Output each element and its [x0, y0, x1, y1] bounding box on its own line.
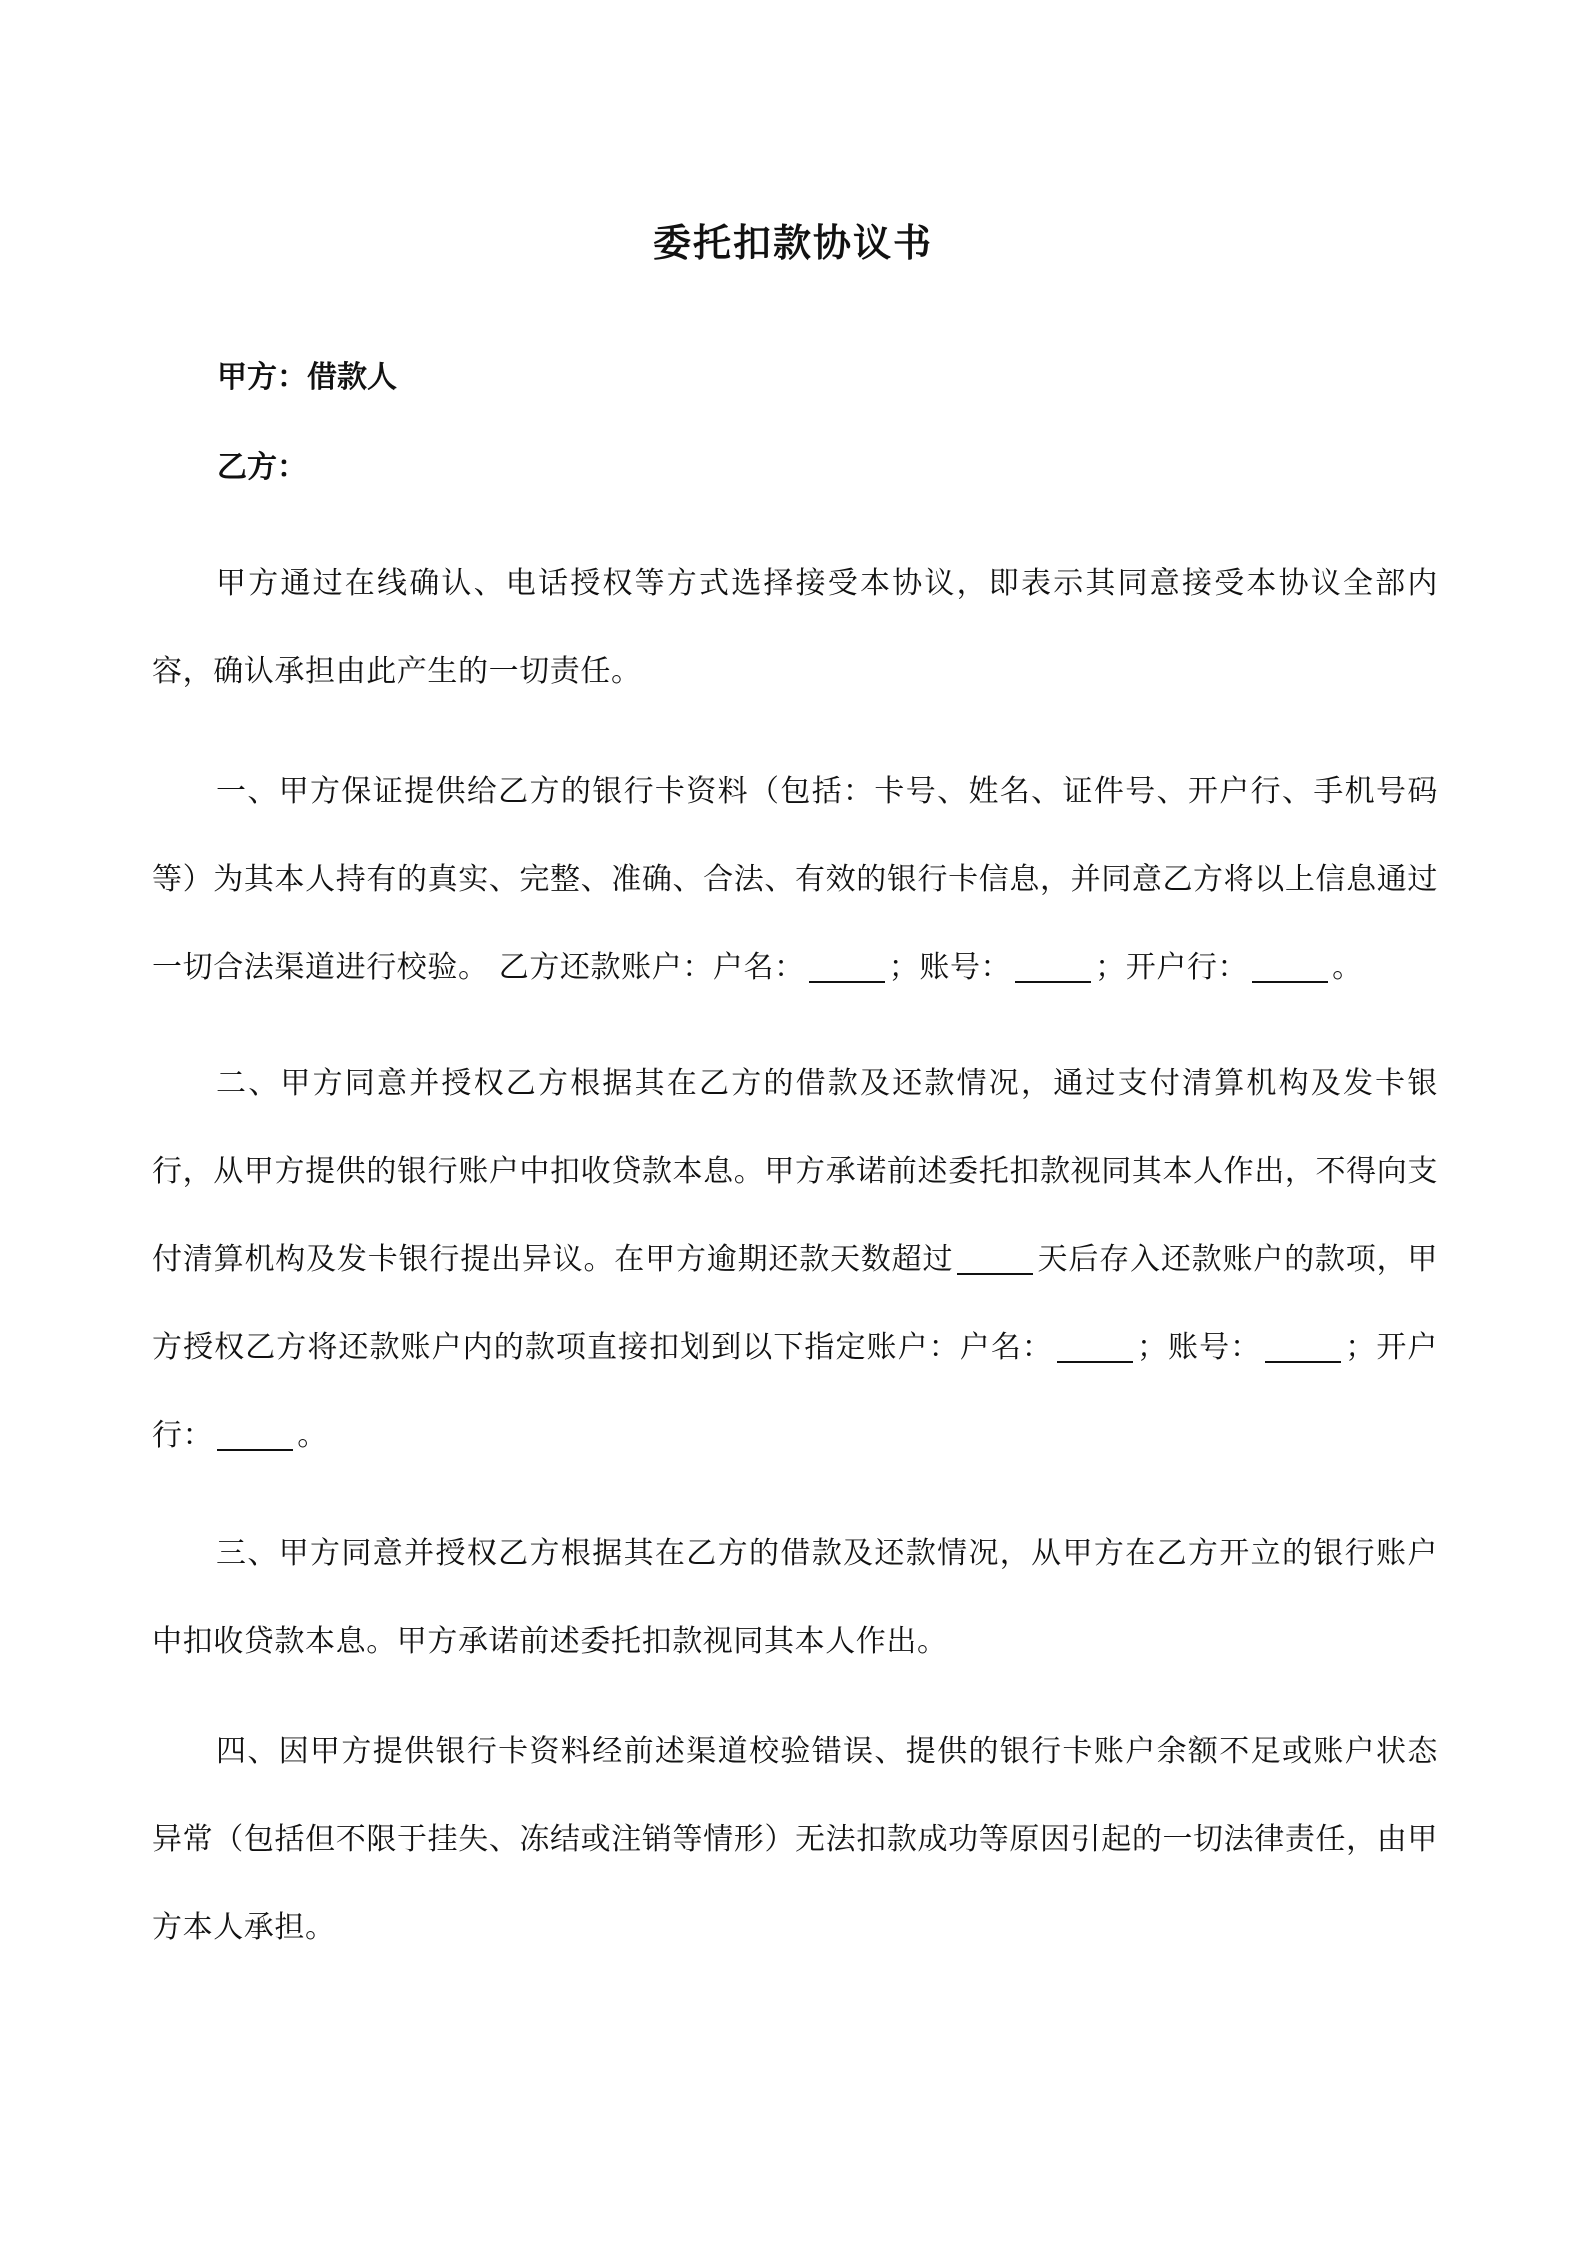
clause-1-sep-bank: ；开户行：: [1095, 950, 1249, 985]
intro-paragraph: 甲方通过在线确认、电话授权等方式选择接受本协议，即表示其同意接受本协议全部内容，确认承担由此产生的一切责任。: [152, 566, 1438, 689]
clause-4: 四、因甲方提供银行卡资料经前述渠道校验错误、提供的银行卡账户余额不足或账户状态异常（包括但不限于挂失、冻结或注销等情形）无法扣款成功等原因引起的一切法律责任，由甲方本人承担。: [152, 1734, 1438, 1945]
clause-2-sep-bank: ；开户行：: [152, 1330, 1438, 1453]
blank-designated-account-name-field[interactable]: [1057, 1333, 1133, 1363]
blank-overdue-days-field[interactable]: [957, 1245, 1033, 1275]
blank-account-number-field[interactable]: [1015, 953, 1091, 983]
clause-1-end: 。: [1332, 950, 1363, 985]
blank-designated-account-number-field[interactable]: [1265, 1333, 1341, 1363]
clause-2-end: 。: [297, 1418, 328, 1453]
clause-2-text-mid: 天后存入还款账户的款项，甲方授权乙方将还款账户内的款项直接扣划到以下指定账户：户名：: [152, 1242, 1438, 1365]
clause-2-sep-account: ；账号：: [1136, 1330, 1262, 1365]
clause-3: 三、甲方同意并授权乙方根据其在乙方的借款及还款情况，从甲方在乙方开立的银行账户中扣收贷款本息。甲方承诺前述委托扣款视同其本人作出。: [152, 1536, 1438, 1659]
clause-2-text: 二、甲方同意并授权乙方根据其在乙方的借款及还款情况，通过支付清算机构及发卡银行，从甲方提供的银行账户中扣收贷款本息。甲方承诺前述委托扣款视同其本人作出，不得向支付清算机构及发卡银行提出异议。在甲方逾期还款天数超过: [152, 1066, 1438, 1277]
party-a-line: 甲方：借款人: [217, 360, 397, 395]
blank-bank-field[interactable]: [1252, 953, 1328, 983]
clause-1: [152, 748, 1438, 1012]
clause-2: [152, 1040, 1438, 1480]
clause-1-sep-account: ；账号：: [888, 950, 1012, 985]
blank-account-name-field[interactable]: [809, 953, 885, 983]
clause-1-text: 一、甲方保证提供给乙方的银行卡资料（包括：卡号、姓名、证件号、开户行、手机号码等）为其本人持有的真实、完整、准确、合法、有效的银行卡信息，并同意乙方将以上信息通过一切合法渠道进行校验。 乙方还款账户：户名：: [152, 774, 1438, 985]
party-b-line: 乙方：: [217, 450, 307, 485]
blank-designated-bank-field[interactable]: [217, 1421, 293, 1451]
document-title: 委托扣款协议书: [652, 221, 933, 265]
